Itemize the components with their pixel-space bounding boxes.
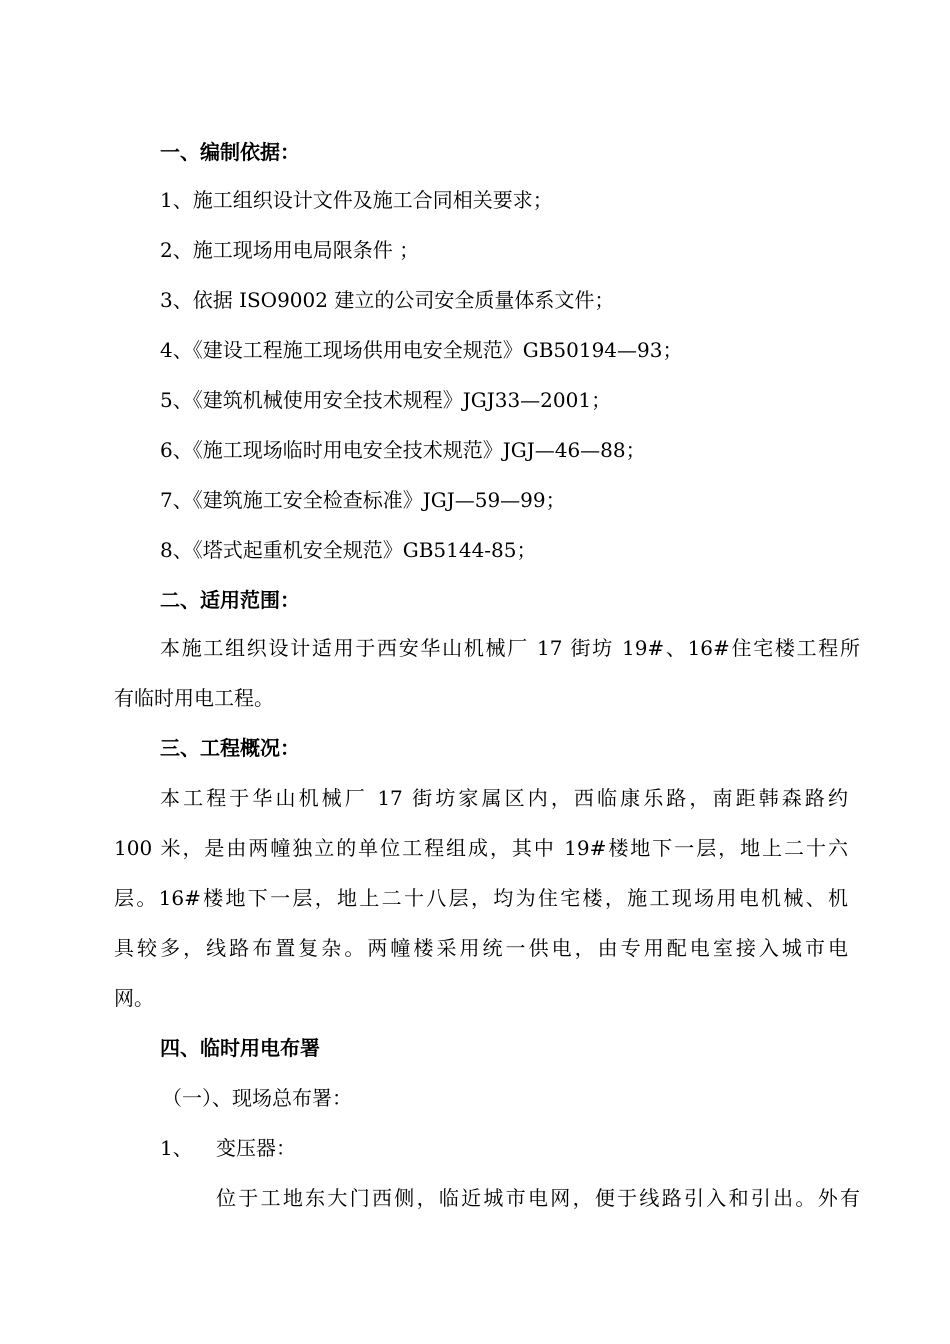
basis-item-6: 6、《施工现场临时用电安全技术规范》JGJ—46—88；	[160, 438, 646, 462]
overview-line-4: 具较多，线路布置复杂。两幢楼采用统一供电，由专用配电室接入城市电	[114, 936, 848, 960]
basis-item-1: 1、施工组织设计文件及施工合同相关要求；	[160, 188, 553, 212]
basis-item-5: 5、《建筑机械使用安全技术规程》JGJ33—2001；	[160, 388, 612, 412]
section-heading-scope: 二、适用范围：	[160, 588, 300, 612]
overview-line-1: 本工程于华山机械厂 17 街坊家属区内，西临康乐路，南距韩森路约	[160, 786, 848, 810]
basis-item-7: 7、《建筑施工安全检查标准》JGJ—59—99；	[160, 488, 566, 512]
scope-line-2: 有临时用电工程。	[114, 686, 274, 710]
layout-item-title: 变压器：	[216, 1136, 296, 1160]
overview-line-2: 100 米，是由两幢独立的单位工程组成，其中 19#楼地下一层，地上二十六	[114, 836, 848, 860]
layout-item-number: 1、	[160, 1136, 193, 1160]
basis-item-3: 3、依据 ISO9002 建立的公司安全质量体系文件；	[160, 288, 615, 312]
basis-item-8: 8、《塔式起重机安全规范》GB5144-85；	[160, 538, 537, 562]
overview-line-3: 层。16#楼地下一层，地上二十八层，均为住宅楼，施工现场用电机械、机	[114, 886, 848, 910]
section-heading-layout: 四、临时用电布署	[160, 1036, 320, 1060]
basis-item-2: 2、施工现场用电局限条件 ；	[160, 238, 420, 262]
basis-item-4: 4、《建设工程施工现场供用电安全规范》GB50194—93；	[160, 338, 683, 362]
overview-line-5: 网。	[114, 986, 154, 1010]
layout-item-text: 位于工地东大门西侧，临近城市电网，便于线路引入和引出。外有	[216, 1186, 860, 1210]
layout-sub-heading: （一）、现场总布署：	[162, 1086, 352, 1110]
scope-line-1: 本施工组织设计适用于西安华山机械厂 17 街坊 19#、16#住宅楼工程所	[160, 636, 860, 660]
section-heading-overview: 三、工程概况：	[160, 736, 300, 760]
section-heading-basis: 一、编制依据：	[160, 140, 300, 164]
